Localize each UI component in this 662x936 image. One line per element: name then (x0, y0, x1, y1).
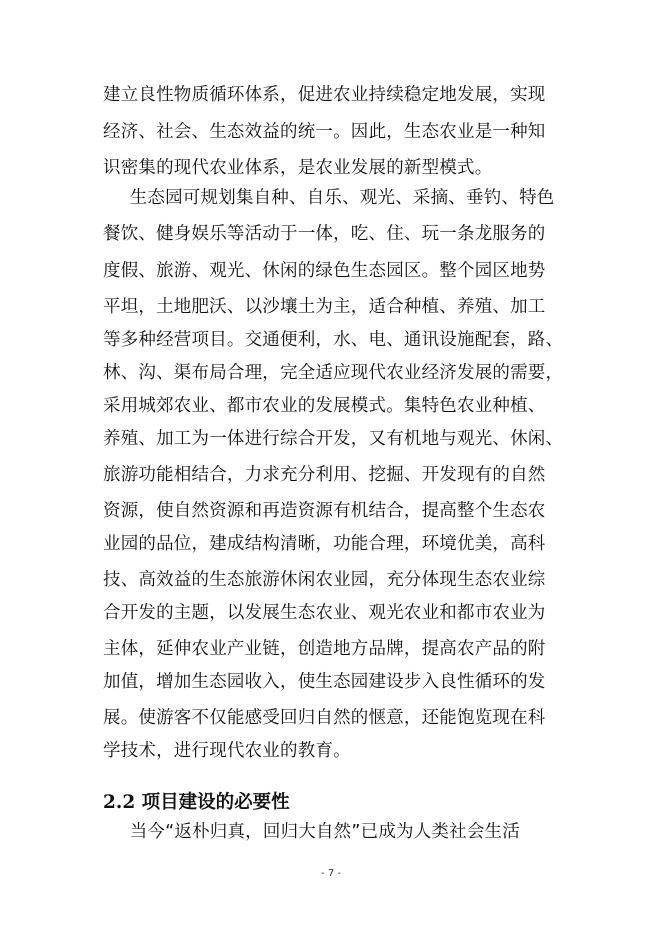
paragraph-line: 采用城郊农业、都市农业的发展模式。集特色农业种植、 (103, 396, 546, 416)
paragraph-line: 旅游功能相结合，力求充分利用、挖掘、开发现有的自然 (103, 465, 546, 485)
page-number: - 7 - (321, 868, 341, 879)
paragraph-line: 合开发的主题，以发展生态农业、观光农业和都市农业为 (103, 603, 546, 623)
paragraph-line: 当今“返朴归真，回归大自然”已成为人类社会生活 (112, 822, 520, 842)
paragraph-line: 展。使游客不仅能感受回归自然的惬意，还能饱览现在科 (103, 708, 546, 728)
paragraph-line: 度假、旅游、观光、休闲的绿色生态园区。整个园区地势 (103, 261, 546, 281)
paragraph-line: 资源，使自然资源和再造资源有机结合，提高整个生态农 (103, 501, 546, 521)
paragraph-line: 加值，增加生态园收入，使生态园建设步入良性循环的发 (103, 672, 546, 692)
paragraph-line: 生态园可规划集自种、自乐、观光、采摘、垂钓、特色 (112, 188, 555, 208)
paragraph-line: 主体，延伸农业产业链，创造地方品牌，提高农产品的附 (103, 639, 546, 659)
paragraph-line: 技、高效益的生态旅游休闲农业园，充分体现生态农业综 (103, 570, 546, 590)
paragraph-line: 业园的品位，建成结构清晰，功能合理，环境优美，高科 (103, 534, 546, 554)
section-heading: 2.2 项目建设的必要性 (103, 792, 290, 813)
paragraph-line: 建立良性物质循环体系，促进农业持续稳定地发展，实现 (103, 85, 546, 105)
paragraph-line: 餐饮、健身娱乐等活动于一体，吃、住、玩一条龙服务的 (103, 224, 546, 244)
paragraph-line: 经济、社会、生态效益的统一。因此，生态农业是一种知 (103, 122, 546, 142)
paragraph-line: 识密集的现代农业体系，是农业发展的新型模式。 (103, 158, 493, 178)
paragraph-line: 养殖、加工为一体进行综合开发，又有机地与观光、休闲、 (103, 429, 564, 449)
paragraph-line: 学技术，进行现代农业的教育。 (103, 741, 351, 761)
paragraph-line: 平坦，土地肥沃、以沙壤土为主，适合种植、养殖、加工 (103, 297, 546, 317)
paragraph-line: 林、沟、渠布局合理，完全适应现代农业经济发展的需要， (103, 363, 564, 383)
paragraph-line: 等多种经营项目。交通便利，水、电、通讯设施配套，路、 (103, 330, 564, 350)
